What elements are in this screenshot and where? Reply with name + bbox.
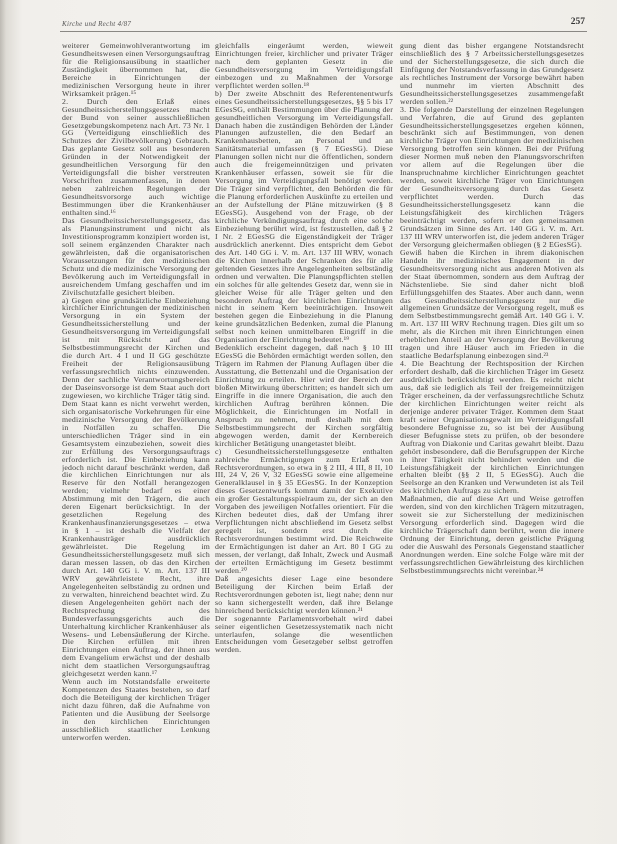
paragraph: gleichfalls eingeräumt werden, wieweit Einrichtungen freier, kirchlicher und privater Träger nach dem geplanten Gesetz in die Gesundheitsversorgung im Verteidigungsfall einbezogen und zu Maßnahmen der Vorsorge verpflichtet werden sollen.¹⁸ <box>215 42 393 90</box>
text-column-1 <box>62 42 210 816</box>
paragraph: Bedenklich erscheint dagegen, daß nach § 10 III EGesSG die Behörden ermächtigt werden sollen, den Trägern im Rahmen der Planung Auflagen über die Ausstattung, die Bettenzahl und die Organisation der Einrichtung zu erteilen. Hier wird der Bereich der bloßen Mitwirkung überschritten; es handelt sich um Eingriffe in die innere Organisation, die auch den kirchlichen Auftrag berühren können. Die Möglichkeit, die Einrichtungen im Notfall in Anspruch zu nehmen, muß deshalb mit dem Selbstbestimmungsrecht der Kirchen sorgfältig abgewogen werden, damit der Kernbereich kirchlicher Betätigung unangetastet bleibt. <box>215 343 393 448</box>
paragraph: b) Der zweite Abschnitt des Referentenentwurfs eines Gesundheitssicherstellungsgesetzes, §§ 5 bis 17 EGesSG, enthält Bestimmungen über die Planung der gesundheitlichen Versorgung im Verteidigungsfall. Danach haben die zuständigen Behörden der Länder Planungen aufzustellen, die den Bedarf an Krankenhausbetten, an Personal und an Sanitätsmaterial umfassen (§ 7 EGesSG). Diese Planungen sollen nicht nur die öffentlichen, sondern auch die freigemeinnützigen und privaten Krankenhäuser erfassen, soweit sie für die Versorgung im Verteidigungsfall benötigt werden. Die Träger sind verpflichtet, den Behörden die für die Planung erforderlichen Auskünfte zu erteilen und an der Aufstellung der Pläne mitzuwirken (§ 8 EGesSG). Ausgehend von der Frage, ob der kirchliche Verkündigungsauftrag durch eine solche Einbeziehung berührt wird, ist festzustellen, daß § 2 I Nr. 2 EGesSG die Eigenständigkeit der Träger ausdrücklich anerkennt. Dies entspricht dem Gebot des Art. 140 GG i. V. m. Art. 137 III WRV, wonach die Kirchen innerhalb der Schranken des für alle geltenden Gesetzes ihre Angelegenheiten selbständig ordnen und verwalten. Die Planungspflichten stellen ein solches für alle geltendes Gesetz dar, wenn sie in gleicher Weise für alle Träger gelten und den besonderen Auftrag der kirchlichen Einrichtungen nicht in seinem Kern beeinträchtigen. Insoweit bestehen gegen die Einbeziehung in die Planung keine grundsätzlichen Bedenken, zumal die Planung selbst noch keinen unmittelbaren Eingriff in die Organisation der Einrichtung bedeutet.¹⁹ <box>215 88 393 345</box>
text-column-2 <box>215 42 393 816</box>
page-number: 257 <box>570 17 585 27</box>
paragraph: 2. Durch den Erlaß eines Gesundheitssicherstellungsgesetzes macht der Bund von seiner ausschließlichen Gesetzgebungskompetenz nach Art. 73 Nr. 1 GG (Verteidigung einschließlich des Schutzes der Zivilbevölkerung) Gebrauch. Das geplante Gesetz soll aus besonderen Gründen in der Notwendigkeit der gesundheitlichen Versorgung für den Verteidigungsfall die bisher verstreuten Vorschriften zusammenfassen, in denen neben zahlreichen Regelungen der Gesundheitsvorsorge auch wichtige Bestimmungen über die Krankenhäuser enthalten sind.¹⁶ <box>62 96 210 218</box>
paragraph: Maßnahmen, die auf diese Art und Weise getroffen werden, sind von den kirchlichen Trägern mitzutragen, soweit sie zur Sicherstellung der medizinischen Versorgung erforderlich sind. Dagegen wird die kirchliche Trägerschaft dann berührt, wenn die innere Ordnung der Einrichtung, deren geistliche Prägung oder die Auswahl des Personals Gegenstand staatlicher Anordnungen werden. Eine solche Folge wäre mit der verfassungsrechtlichen Gewährleistung des kirchlichen Selbstbestimmungsrechts nicht vereinbar.²⁴ <box>400 494 584 575</box>
paragraph: Das Gesundheitssicherstellungsgesetz, das als Planungsinstrument und nicht als Investitionsprogramm konzipiert worden ist, soll seinem ergänzenden Charakter nach gewährleisten, daß die organisatorischen Voraussetzungen für den medizinischen Schutz und die medizinische Versorgung der Bevölkerung auch im Verteidigungsfall in ausreichendem Umfang geschaffen und im Zivilschutzfalle gesichert bleiben. <box>62 215 210 297</box>
running-header-journal: Kirche und Recht 4/87 <box>62 20 132 28</box>
paragraph: 3. Die folgende Darstellung der einzelnen Regelungen und Verfahren, die auf Grund des geplanten Gesundheitssicherstellungsgesetzes ergehen können, beschränkt sich auf Bestimmungen, von denen kirchliche Träger von Einrichtungen der medizinischen Versorgung betroffen sein können. Bei der Prüfung dieser Normen muß neben den Planungsvorschriften vor allem auf die Regelungen über die Inanspruchnahme kirchlicher Einrichtungen geachtet werden, soweit kirchliche Träger von Einrichtungen der Gesundheitsversorgung durch das Gesetz verpflichtet werden. Durch das Gesundheitssicherstellungsgesetz kann die Leistungsfähigkeit des kirchlichen Trägers beeinträchtigt werden, sofern er den gemeinsamen Grundsätzen im Sinne des Art. 140 GG i. V. m. Art. 137 III WRV unterworfen ist, die jedem anderen Träger der Versorgung gleichermaßen obliegen (§ 2 EGesSG). <box>400 104 584 249</box>
header-rule <box>60 31 587 32</box>
paragraph: Wenn auch im Notstandsfalle erweiterte Kompetenzen des Staates bestehen, so darf doch die Beteiligung der kirchlichen Träger nicht dazu führen, daß die Aufnahme von Patienten und die Ausübung der Seelsorge in den kirchlichen Einrichtungen ausschließlich staatlicher Lenkung unterworfen werden. <box>62 677 210 742</box>
paragraph: c) Gesundheitssicherstellungsgesetze enthalten zahlreiche Ermächtigungen zum Erlaß von Rechtsverordnungen, so etwa in § 2 III, 4 III, 8 II, 10 III, 24 V, 26 V, 32 EGesSG sowie eine allgemeine Generalklausel in § 35 EGesSG. In der Konzeption dieses Gesetzentwurfs kommt damit der Exekutive ein großer Gestaltungsspielraum zu, der sich an den Vorgaben des jeweiligen Notfalles orientiert. Für die Kirchen bedeutet dies, daß der Umfang ihrer Verpflichtungen nicht abschließend im Gesetz selbst geregelt ist, sondern erst durch die Rechtsverordnungen bestimmt wird. Die Reichweite der Ermächtigungen ist daher an Art. 80 I GG zu messen, der verlangt, daß Inhalt, Zweck und Ausmaß der erteilten Ermächtigung im Gesetz bestimmt werden.²⁰ <box>215 446 393 575</box>
paragraph: Gewiß haben die Kirchen in ihrem diakonischen Handeln ihr medizinisches Engagement in der Gesundheitsversorgung nicht aus anderen Motiven als der Staat übernommen, sondern aus dem Auftrag der Nächstenliebe. Sie sind daher nicht bloß Erfüllungsgehilfen des Staates. Aber auch dann, wenn das Gesundheitssicherstellungsgesetz nur die allgemeinen Grundsätze der Versorgung regelt, muß es dem Selbstbestimmungsrecht gemäß Art. 140 GG i. V. m. Art. 137 III WRV Rechnung tragen. Dies gilt um so mehr, als die Kirchen mit ihren Einrichtungen einen erheblichen Anteil an der Versorgung der Bevölkerung tragen und ihre Häuser auch im Frieden in die staatliche Bedarfsplanung einbezogen sind.²³ <box>400 247 584 361</box>
paragraph: Der sogenannte Parlamentsvorbehalt wird dabei seiner eigentlichen Gesetzessystematik nach nicht unterlaufen, solange die wesentlichen Entscheidungen vom Gesetzgeber selbst getroffen werden. <box>215 613 393 655</box>
paragraph: Daß angesichts dieser Lage eine besondere Beteiligung der Kirchen beim Erlaß der Rechtsverordnungen geboten ist, liegt nahe; denn nur so kann sichergestellt werden, daß ihre Belange hinreichend berücksichtigt werden können.²¹ <box>215 573 393 615</box>
paragraph: weiterer Gemeinwohlverantwortung im Gesundheitswesen einen Versorgungsauftrag für die Religionsausübung in staatlicher Zuständigkeit übernommen hat, die Bereiche in Einrichtungen der medizinischen Versorgung heute in ihrer Wirksamkeit prägen.¹⁵ <box>62 42 210 98</box>
paragraph: 4. Die Beachtung der Rechtsposition der Kirchen erfordert deshalb, daß die kirchlichen Träger im Gesetz ausdrücklich berücksichtigt werden. Es reicht nicht aus, daß sie lediglich als Teil der freigemeinnützigen Träger erscheinen, da der verfassungsrechtliche Schutz der kirchlichen Einrichtungen weiter reicht als derjenige anderer privater Träger. Kommen dem Staat kraft seiner Organisationsgewalt im Verteidigungsfall besondere Befugnisse zu, so ist bei der Ausübung dieser Befugnisse stets zu prüfen, ob der besondere Auftrag von Diakonie und Caritas gewahrt bleibt. Dazu gehört insbesondere, daß die Berufsgruppen der Kirche in ihrer Tätigkeit nicht behindert werden und die Leistungsfähigkeit der kirchlichen Einrichtungen erhalten bleibt (§§ 2 II, 5 EGesSG). Auch die Seelsorge an den Kranken und Verwundeten ist als Teil des kirchlichen Auftrags zu sichern. <box>400 359 584 496</box>
text-column-3 <box>400 42 584 816</box>
paragraph: gung dient das bisher ergangene Notstandsrecht einschließlich des § 7 Arbeitssicherstellungsgesetzes und der Sicherstellungsgesetze, die sich durch die Einfügung der Notstandsverfassung in das Grundgesetz als rechtliches Instrument der Vorsorge bewährt haben und nunmehr im vierten Abschnitt des Gesundheitssicherstellungsgesetzes zusammengefaßt werden sollen.²² <box>400 42 584 106</box>
paragraph: a) Gegen eine grundsätzliche Einbeziehung kirchlicher Einrichtungen der medizinischen Versorgung in ein System der Gesundheitssicherstellung und der Gesundheitsversorgung im Verteidigungsfall ist mit Rücksicht auf das Selbstbestimmungsrecht der Kirchen und die durch Art. 4 I und II GG geschützte Freiheit der Religionsausübung verfassungsrechtlich nichts einzuwenden. Denn der sachliche Verantwortungsbereich der Daseinsvorsorge ist dem Staat auch dort zugewiesen, wo kirchliche Träger tätig sind. Dem Staat kann es nicht verwehrt werden, sich organisatorische Vorkehrungen für eine medizinische Versorgung der Bevölkerung in Notfällen zu schaffen. Die unterschiedlichen Träger sind in ein Gesamtsystem einzubeziehen, soweit dies zur Erfüllung des Versorgungsauftrags erforderlich ist. Die Einbeziehung kann jedoch nicht darauf beschränkt werden, daß die kirchlichen Einrichtungen nur als Reserve für den Notfall herangezogen werden; vielmehr bedarf es einer Abstimmung mit den Trägern, die auch deren Eigenart berücksichtigt. In der gesetzlichen Regelung des Krankenhausfinanzierungsgesetzes – etwa in § 1 – ist deshalb die Vielfalt der Krankenhausträger ausdrücklich gewährleistet. Die Regelung im Gesundheitssicherstellungsgesetz muß sich daran messen lassen, ob das den Kirchen durch Art. 140 GG i. V. m. Art. 137 III WRV gewährleistete Recht, ihre Angelegenheiten selbständig zu ordnen und zu verwalten, hinreichend beachtet wird. Zu diesen Angelegenheiten gehört nach der Rechtsprechung des Bundesverfassungsgerichts auch die Unterhaltung kirchlicher Krankenhäuser als Wesens- und Lebensäußerung der Kirche. Die Kirchen erfüllen mit ihren Einrichtungen einen Auftrag, der ihnen aus dem Evangelium erwächst und der deshalb nicht dem staatlichen Versorgungsauftrag gleichgesetzt werden kann.¹⁷ <box>62 295 210 679</box>
